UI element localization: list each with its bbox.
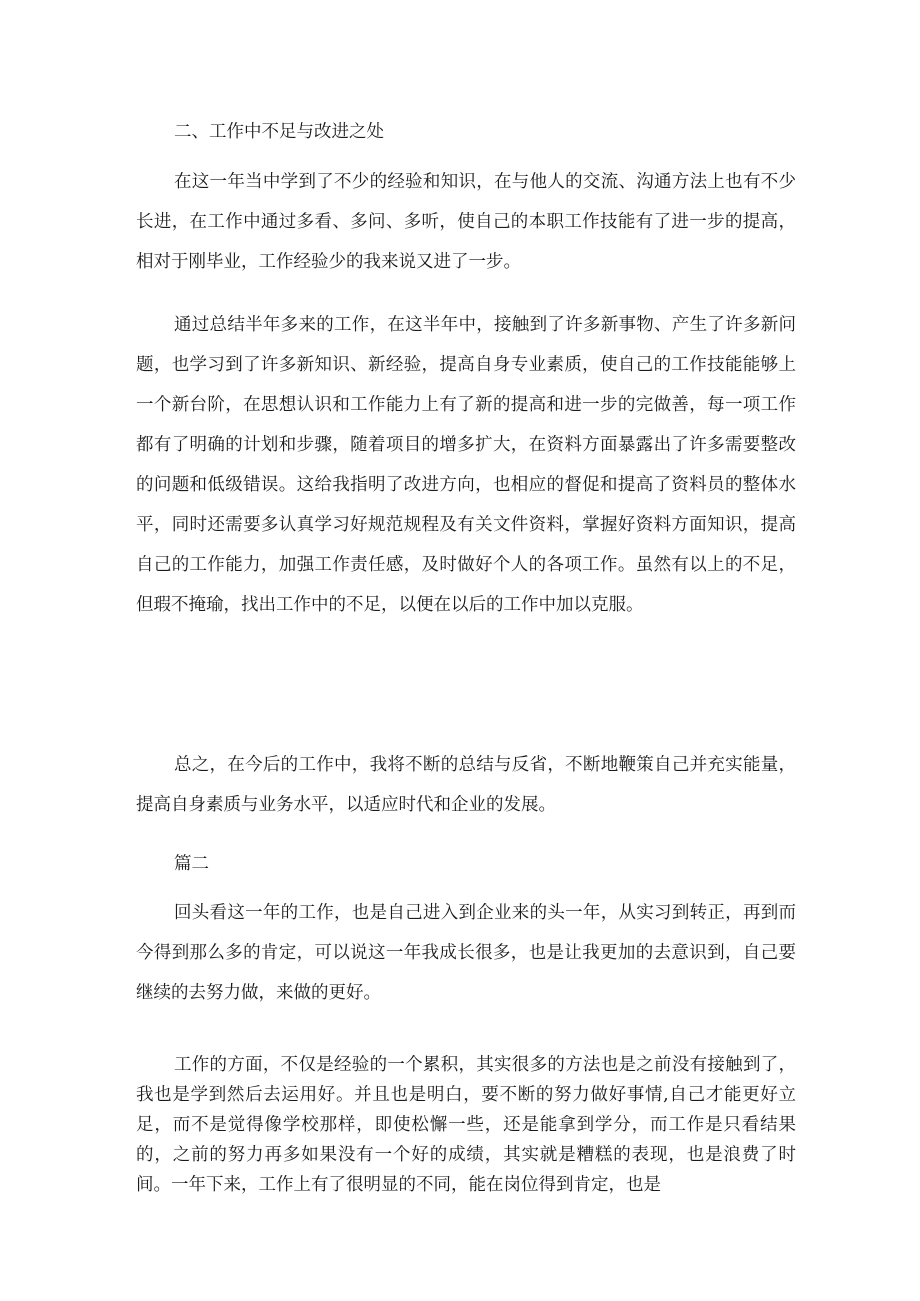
paragraph-work-aspect: 工作的方面，不仅是经验的一个累积，其实很多的方法也是之前没有接触到了，我也是学到然后去运用好。并且也是明白，要不断的努力做好事情,自己才能更好立足，而不是觉得像学校那样，即使松懈一些，还是能拿到学分，而工作是只看结果的，之前的努力再多如果没有一个好的成绩，其实就是糟糕的表现，也是浪费了时间。一年下来，工作上有了很明显的不同，能在岗位得到肯定，也是	[136, 1055, 796, 1195]
paragraph-summary: 通过总结半年多来的工作，在这半年中，接触到了许多新事物、产生了许多新问题，也学习到了许多新知识、新经验，提高自身专业素质，使自己的工作技能能够上一个新台阶，在思想认识和工作能力上有了新的提高和进一步的完做善，每一项工作都有了明确的计划和步骤，随着项目的增多扩大，在资料方面暴露出了许多需要整改的问题和低级错误。这给我指明了改进方向，也相应的督促和提高了资料员的整体水平，同时还需要多认真学习好规范规程及有关文件资料，掌握好资料方面知识，提高自己的工作能力，加强工作责任感，及时做好个人的各项工作。虽然有以上的不足，但瑕不掩瑜，找出工作中的不足，以便在以后的工作中加以克服。	[136, 315, 796, 615]
paragraph-review: 回头看这一年的工作，也是自己进入到企业来的头一年，从实习到转正，再到而今得到那么多的肯定，可以说这一年我成长很多，也是让我更加的去意识到，自己要继续的去努力做，来做的更好。	[136, 903, 796, 1003]
section-heading: 二、工作中不足与改进之处	[174, 122, 384, 142]
paragraph-experience: 在这一年当中学到了不少的经验和知识，在与他人的交流、沟通方法上也有不少长进，在工作中通过多看、多问、多听，使自己的本职工作技能有了进一步的提高，相对于刚毕业，工作经验少的我来说又进了一步。	[136, 172, 796, 272]
part-heading: 篇二	[174, 854, 209, 874]
paragraph-conclusion: 总之，在今后的工作中，我将不断的总结与反省，不断地鞭策自己并充实能量，提高自身素质与业务水平，以适应时代和企业的发展。	[136, 755, 796, 815]
